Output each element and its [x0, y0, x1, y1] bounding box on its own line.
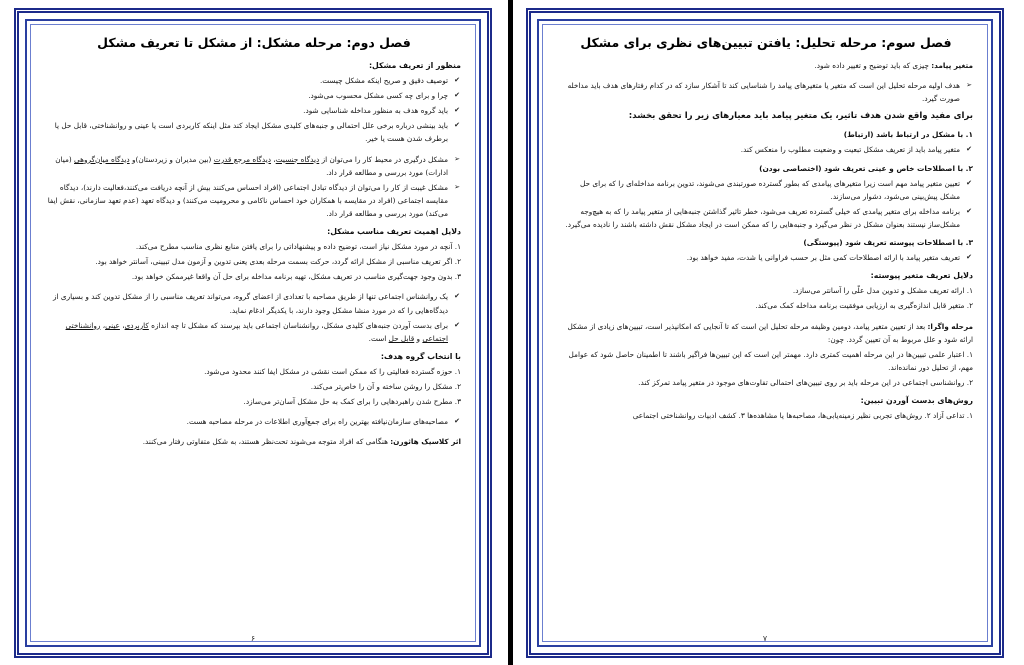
numbered-item: ۳. بدون وجود جهت‌گیری مناسب در تعریف مشکل، تهیه برنامه مداخله برای حل آن واقعا غیرممکن خواهد بود. [131, 272, 461, 282]
importance-heading: دلایل اهمیت تعریف مناسب مشکل: [327, 227, 461, 237]
underlined-term: عینی [105, 320, 120, 330]
criterion-2-heading: ۲. با اصطلاحات خاص و عینی تعریف شود (اختصاصی بودن) [759, 163, 973, 173]
list-item: ✔ باید گروه هدف به منظور مداخله شناسایی شود. [47, 104, 461, 117]
reasons-heading: دلایل تعریف متغیر پیوسته: [870, 271, 973, 281]
underlined-term: دیدگاه مرجع قدرت [213, 154, 272, 164]
text-segment: برای بدست آوردن جنبه‌های کلیدی مشکل، روانشناسان اجتماعی باید بپرسند که مشکل تا چه اندازه [148, 320, 448, 330]
divergent-step-list [559, 348, 973, 389]
criterion-1-list [559, 143, 973, 156]
list-item: ✔ یک روانشناس اجتماعی تنها از طریق مصاحبه با تعدادی از اعضای گروه، می‌تواند تعریف مناسبی را از مشکل تدوین کند و بسیاری از دیدگاه‌هایی را که در مورد منشا مشکل وجود دارند، با یکدیگر ادغام نماید. [47, 290, 461, 316]
numbered-item: ۲. اگر تعریف مناسبی از مشکل ارائه گردد، حرکت بسمت مرحله بعدی یعنی تدوین و آزمون مدل تبیینی، آسانتر خواهد بود. [95, 257, 461, 267]
list-item: ✔ تعریف متغیر پیامد با ارائه اصطلاحات کمی مثل بر حسب فراوانی یا شدت، مفید خواهد بود. [559, 251, 973, 264]
underlined-term: قابل حل [388, 333, 415, 343]
importance-numbered-list [47, 240, 461, 283]
divergent-step-label: مرحله واگرا: [927, 321, 973, 331]
reasons-list [559, 284, 973, 312]
numbered-item: ۳. مطرح شدن راهبردهایی را برای کمک به حل مشکل آسان‌تر می‌سازد. [243, 397, 461, 407]
chapter-3-title: فصل سوم: مرحله تحلیل: یافتن تبیین‌های نظری برای مشکل [580, 35, 952, 50]
text-segment: و [414, 333, 423, 343]
list-item: ➢ مشکل غیبت از کار را می‌توان از دیدگاه تبادل اجتماعی (افراد احساس می‌کنند بیش از آنچه دریافت می‌کنند،فعالیت دارند)، دیدگاه مقایسه اجتماعی (افراد در مقایسه با همکاران خود احساس ناکامی و محرومیت می‌کنند) و دیدگاه تعهد (عدم تعهد سازمانی، نقش ایفا می‌کند) مورد بررسی و مطالعه قرار داد. [47, 181, 461, 220]
list-item: ✔ تعیین متغیر پیامد مهم است زیرا متغیرهای پیامدی که بطور گسترده صورتبندی می‌شوند، تدوین برنامه مداخله‌ای را که برای حل مشکل پیش‌بینی می‌شود، دشوار می‌سازند. [559, 177, 973, 203]
purpose-list [47, 74, 461, 145]
text-segment: ، [100, 320, 106, 330]
text-segment: ، [119, 320, 125, 330]
numbered-item: ۱. ارائه تعریف مشکل و تدوین مدل علّی را آسانتر می‌سازد. [792, 286, 973, 296]
divergent-step-text: بعد از تعیین متغیر پیامد، دومین وظیفه مرحله تحلیل این است که تا آنجایی که امکانپذیر است، تبیین‌های زیادی از مشکل ارائه شود و علل مربوط به آن تعیین گردد. چون: [567, 321, 973, 344]
text-segment: مشکل درگیری در محیط کار را می‌توان از [319, 154, 448, 164]
list-item: ✔ باید بینشی درباره برخی علل احتمالی و جنبه‌های کلیدی مشکل ایجاد کند مثل اینکه کاربردی است یا عینی و روانشناختی، قابل حل یا برطرف شدن هست یا خیر. [47, 119, 461, 145]
list-item [47, 153, 461, 179]
underlined-term: دیدگاه جنسیت [275, 154, 320, 164]
numbered-item: ۱. حوزه گسترده فعالیتی را که ممکن است نقشی در مشکل ایفا کنند محدود می‌شود. [204, 366, 461, 376]
criterion-3-heading: ۳. با اصطلاحات پیوسته تعریف شود (پیوستگی) [803, 238, 973, 248]
page-number: ۷ [762, 634, 768, 643]
page-right [526, 8, 1004, 658]
selection-numbered-list [47, 365, 461, 408]
criteria-heading: برای مفید واقع شدن هدف تاثیر، یک متغیر پیامد باید معیارهای زیر را تحقق بخشد: [628, 111, 973, 122]
text-segment: ، [271, 154, 276, 164]
page-left [14, 8, 492, 658]
criterion-2-list [559, 177, 973, 231]
numbered-item: ۱. آنچه در مورد مشکل نیاز است، توضیح داده و پیشنهاداتی را برای یافتن منابع نظری مناسب مطرح می‌کند. [135, 242, 461, 252]
page-number: ۶ [250, 634, 256, 643]
page-left-content [47, 35, 461, 623]
numbered-item: ۲. متغیر قابل اندازه‌گیری به ارزیابی موفقیت برنامه مداخله کمک می‌کند. [755, 301, 973, 311]
methods-line: ۱. تداعی آزاد ۲. روش‌های تجربی نظیر زمینه‌یابی‌ها، مصاحبه‌ها یا مشاهده‌ها ۳. کشف ادبیات روانشناختی اجتماعی [632, 411, 973, 421]
perspective-list [47, 153, 461, 220]
criterion-1-heading: ۱. با مشکل در ارتباط باشد (ارتباط) [843, 130, 973, 140]
list-item: ➢ هدف اولیه مرحله تحلیل این است که متغیر یا متغیرهای پیامد را شناسایی کند تا آشکار سازد که در کدام رفتارهای هدف باید مداخله صورت گیرد. [559, 79, 973, 105]
numbered-item: ۲. روانشناسی اجتماعی در این مرحله باید بر روی تبیین‌های احتمالی تفاوت‌های موجود در متغیر پیامد تمرکز کند. [638, 377, 973, 387]
intro-bullets [559, 79, 973, 105]
outcome-text: چیزی که باید توضیح و تغییر داده شود. [814, 61, 932, 70]
list-item: ✔ متغیر پیامد باید از تعریف مشکل تبعیت و وضعیت مطلوب را منعکس کند. [559, 143, 973, 156]
underlined-term: روانشناختی اجتماعی [65, 320, 448, 343]
importance-bullets [47, 290, 461, 344]
list-item: ✔ مصاحبه‌های سازمان‌نیافته بهترین راه برای جمع‌آوری اطلاعات در مرحله مصاحبه هست. [47, 415, 461, 428]
selection-bullets [47, 415, 461, 428]
hawthorne-label: اثر کلاسیک هاثورن: [390, 437, 461, 447]
text-segment: (میان ادارات) مورد بررسی و مطالعه قرار داد. [55, 154, 448, 177]
underlined-term: کاربردی [124, 320, 149, 330]
list-item [47, 319, 461, 345]
underlined-term: دیدگاه میان‌گروهی [74, 154, 130, 164]
outcome-label: متغیر پیامد: [931, 61, 973, 70]
selection-heading: با انتخاب گروه هدف: [380, 351, 461, 361]
list-item: ✔ چرا و برای چه کسی مشکل محسوب می‌شود. [47, 89, 461, 102]
text-segment: است. [368, 333, 389, 343]
page-right-content [559, 35, 973, 623]
criterion-3-list [559, 251, 973, 264]
chapter-2-title: فصل دوم: مرحله مشکل: از مشکل تا تعریف مشکل [97, 35, 411, 50]
text-segment: (بین مدیران و زیردستان)و [129, 154, 214, 164]
numbered-item: ۱. اعتبار علمی تبیین‌ها در این مرحله اهمیت کمتری دارد. مهمتر این است که این تبیین‌ها فراگیر باشند تا اطمینان حاصل شود که عوامل مهم، از تحلیل دور نمانده‌اند. [568, 349, 973, 372]
methods-heading: روش‌های بدست آوردن تبیین: [860, 395, 973, 405]
purpose-heading: منظور از تعریف مشکل: [368, 61, 461, 70]
hawthorne-paragraph [47, 435, 461, 448]
numbered-item: ۲. مشکل را روشن ساخته و آن را خاص‌تر می‌کند. [310, 381, 461, 391]
divergent-step-paragraph [559, 320, 973, 346]
outcome-definition [559, 59, 973, 72]
list-item: ✔ برنامه مداخله برای متغیر پیامدی که خیلی گسترده تعریف می‌شود، خطر تاثیر گذاشتن جنبه‌هایی از متغیر پیامد را که به هیچ‌وجه مشکل‌ساز نیستند بعنوان مشکل در نظر می‌گیرد و جنبه‌هایی را که ممکن است در ایجاد مشکل نقش داشته باشند را نادیده می‌گیرد. [559, 205, 973, 231]
hawthorne-text: هنگامی که افراد متوجه می‌شوند تحت‌نظر هستند، به شکل متفاوتی رفتار می‌کنند. [142, 437, 391, 447]
list-item: ✔ توصیف دقیق و صریح اینکه مشکل چیست. [47, 74, 461, 87]
spread-divider [508, 0, 513, 665]
